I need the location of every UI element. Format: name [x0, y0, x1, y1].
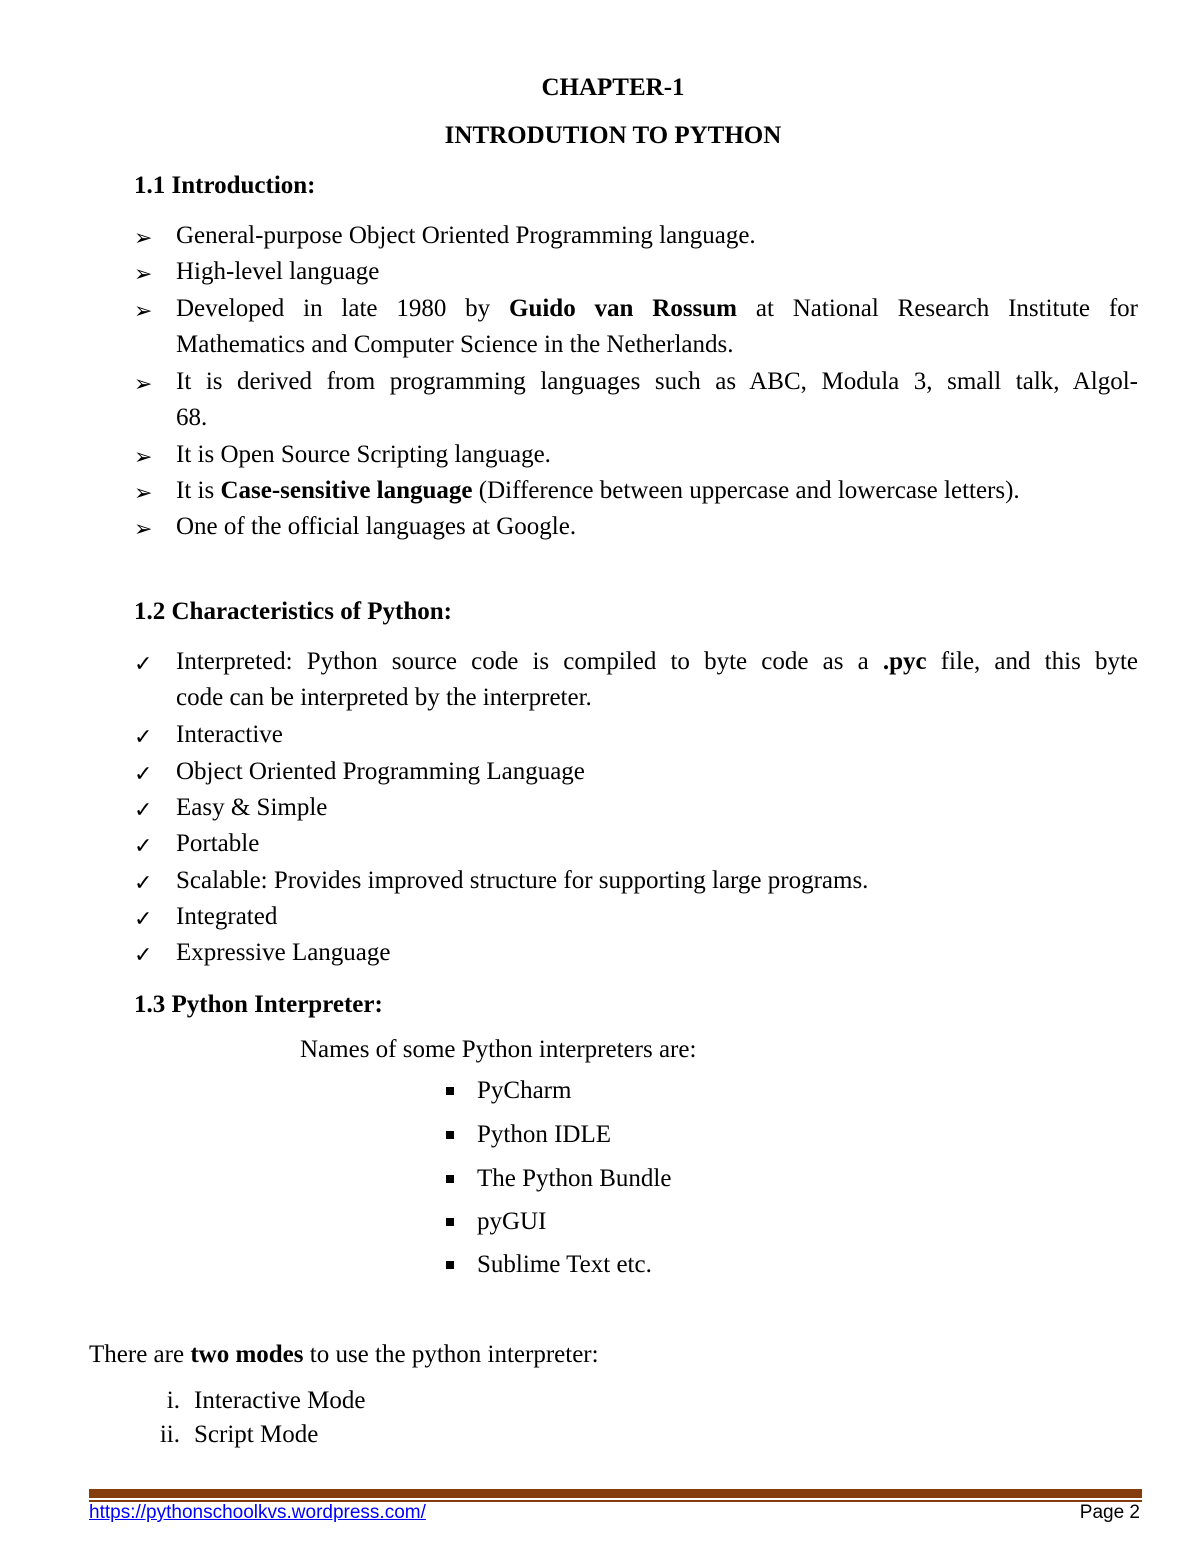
interpreter-item: Sublime Text etc. — [477, 1251, 652, 1278]
square-bullet-icon — [446, 1218, 454, 1226]
bold-text: .pyc — [882, 648, 927, 675]
arrow-bullet-icon: ➢ — [134, 480, 153, 505]
interpreter-item: PyCharm — [477, 1077, 572, 1104]
characteristic-item: Interactive — [176, 721, 283, 748]
arrow-bullet-icon: ➢ — [134, 261, 153, 286]
bold-text: Case-sensitive language — [220, 477, 473, 504]
page-number: Page 2 — [1079, 1502, 1140, 1523]
characteristic-item: Object Oriented Programming Language — [176, 758, 585, 785]
interpreter-intro: Names of some Python interpreters are: — [300, 1036, 697, 1063]
text-segment: Developed in late 1980 by — [176, 295, 491, 322]
characteristic-item: Easy & Simple — [176, 794, 328, 821]
square-bullet-icon — [446, 1175, 454, 1183]
interpreter-item: pyGUI — [477, 1208, 547, 1235]
intro-item: One of the official languages at Google. — [176, 513, 577, 540]
text-segment: It is — [176, 477, 221, 504]
characteristic-item: Portable — [176, 830, 260, 857]
text-segment: Interpreted: Python source code is compiled to byte code as a — [176, 648, 883, 675]
arrow-bullet-icon: ➢ — [134, 371, 153, 396]
text-segment: file, and this byte — [926, 648, 1138, 675]
characteristic-item: Scalable: Provides improved structure for supporting large programs. — [176, 867, 869, 894]
mode-item: Script Mode — [194, 1421, 319, 1448]
check-bullet-icon: ✓ — [134, 724, 153, 749]
section-heading-interpreter: 1.3 Python Interpreter: — [134, 991, 383, 1018]
text-segment: There are — [89, 1341, 191, 1368]
intro-item — [176, 477, 1020, 505]
text-segment: (Difference between uppercase and lowercase letters). — [472, 477, 1020, 504]
section-heading-introduction: 1.1 Introduction: — [134, 172, 316, 199]
interpreter-item: The Python Bundle — [477, 1165, 672, 1192]
check-bullet-icon: ✓ — [134, 942, 153, 967]
arrow-bullet-icon: ➢ — [134, 225, 153, 250]
arrow-bullet-icon: ➢ — [134, 298, 153, 323]
intro-item: General-purpose Object Oriented Programming language. — [176, 222, 756, 249]
section-heading-characteristics: 1.2 Characteristics of Python: — [134, 598, 452, 625]
list-numeral: i. — [166, 1387, 180, 1414]
check-bullet-icon: ✓ — [134, 761, 153, 786]
intro-item — [176, 295, 1138, 323]
arrow-bullet-icon: ➢ — [134, 516, 153, 541]
list-numeral: ii. — [159, 1421, 180, 1448]
arrow-bullet-icon: ➢ — [134, 444, 153, 469]
bold-text: Guido van Rossum — [509, 295, 738, 322]
square-bullet-icon — [446, 1087, 454, 1095]
check-bullet-icon: ✓ — [134, 870, 153, 895]
intro-item: It is Open Source Scripting language. — [176, 441, 551, 468]
intro-item-continuation: 68. — [176, 404, 208, 431]
intro-item: High-level language — [176, 258, 380, 285]
footer-rule — [89, 1489, 1142, 1498]
characteristic-item — [176, 648, 1138, 676]
characteristic-item: Expressive Language — [176, 939, 391, 966]
interpreter-item: Python IDLE — [477, 1121, 612, 1148]
chapter-label: CHAPTER-1 — [541, 74, 685, 101]
intro-item-continuation: Mathematics and Computer Science in the Netherlands. — [176, 331, 734, 358]
check-bullet-icon: ✓ — [134, 833, 153, 858]
square-bullet-icon — [446, 1131, 454, 1139]
footer-website-link[interactable]: https://pythonschoolkvs.wordpress.com/ — [89, 1502, 426, 1523]
check-bullet-icon: ✓ — [134, 797, 153, 822]
text-segment: at National Research Institute for — [755, 295, 1139, 322]
modes-intro — [89, 1341, 599, 1369]
characteristic-item: Integrated — [176, 903, 278, 930]
check-bullet-icon: ✓ — [134, 651, 153, 676]
intro-item: It is derived from programming languages such as ABC, Modula 3, small talk, Algol- — [176, 368, 1138, 395]
check-bullet-icon: ✓ — [134, 906, 153, 931]
text-segment: to use the python interpreter: — [303, 1341, 599, 1368]
square-bullet-icon — [446, 1261, 454, 1269]
mode-item: Interactive Mode — [194, 1387, 366, 1414]
chapter-title: INTRODUTION TO PYTHON — [444, 122, 782, 149]
characteristic-item-continuation: code can be interpreted by the interpreter. — [176, 684, 592, 711]
bold-text: two modes — [190, 1341, 304, 1368]
